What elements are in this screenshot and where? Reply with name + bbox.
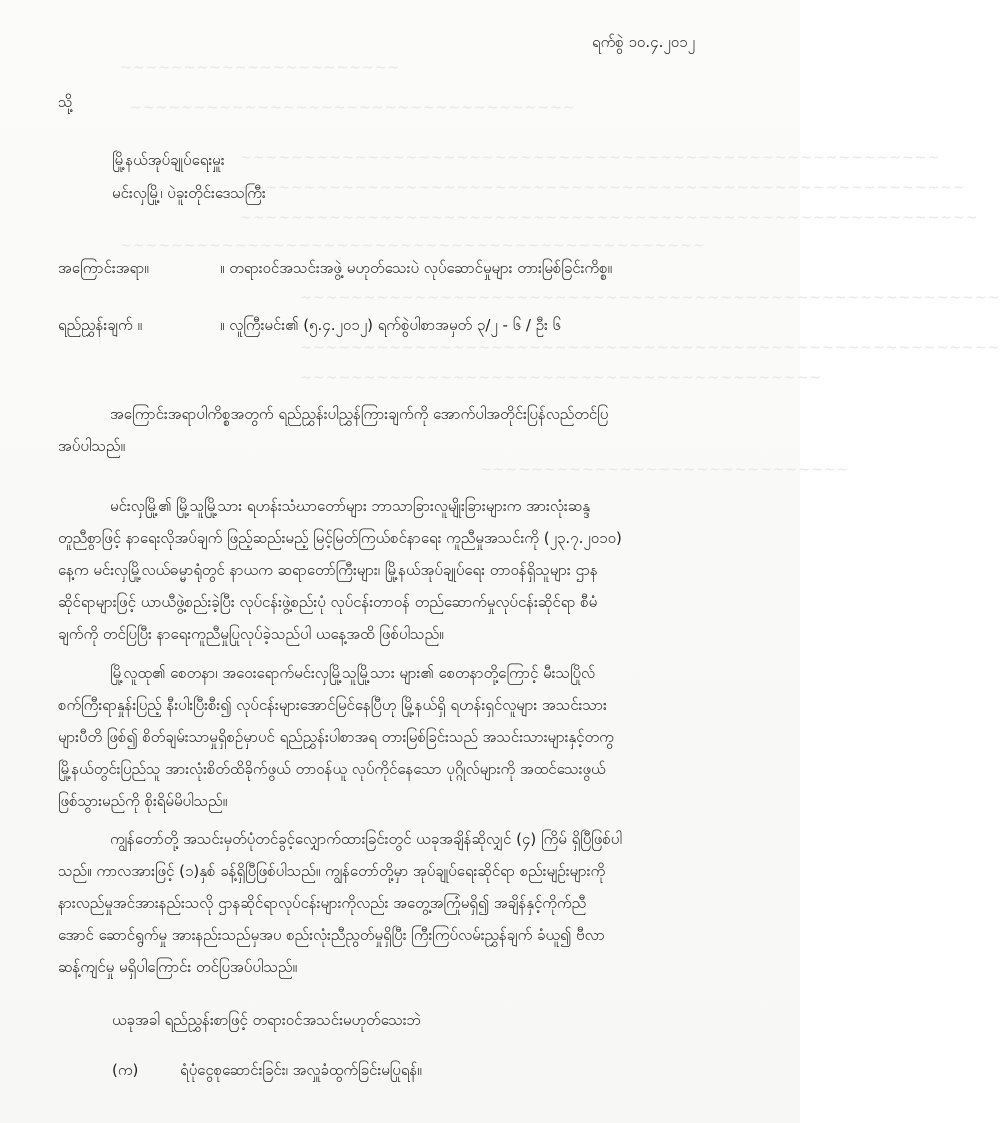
letter-date: ရက်စွဲ ၁၀.၄.၂၀၁၂ [592,33,695,51]
paragraph-line: အကြောင်းအရာပါကိစ္စအတွက် ရည်ညွှန်းပါညွှန်ကြားချက်ကို အောက်ပါအတိုင်းပြန်လည်တင်ပြ [110,405,609,423]
paragraph-line: ဖြစ်သွားမည်ကို စိုးရိမ်မိပါသည်။ [58,792,228,810]
paragraph-line: သည်။ ကာလအားဖြင့် (၁)နှစ် ခန့်ရှိပြီဖြစ်ပါသည်။ ကျွန်တော်တို့မှာ အုပ်ချုပ်ရေးဆိုင်ရာ စည်းမျဉ်းများကို [58,862,606,880]
paragraph-concern [58,657,748,817]
addressee-label: သို့ [58,93,73,111]
paragraph-line: ချက်ကို တင်ပြပြီး နာရေးကူညီမှုပြုလုပ်ခဲ့သည်ပါ ယနေ့အထိ ဖြစ်ပါသည်။ [58,625,444,643]
closing-statement: ယခုအခါ ရည်ညွှန်းစာဖြင့် တရားဝင်အသင်းမဟုတ်သေးဘဲ [112,1011,422,1029]
paragraph-background [58,490,748,650]
paragraph-line: ဆိုင်ရာများဖြင့် ယာယီဖွဲ့စည်းခဲ့ပြီး လုပ်ငန်းဖွဲ့စည်းပုံ လုပ်ငန်းတာဝန် တည်ဆောက်မှုလုပ်ငန်းဆိုင်ရာ စီမံ [58,593,598,611]
bleed-through-mark: ~~~~~~~~~~~~~~~~~~~~~~~~~~~~~~~~~~~~~~~~~~~~~~~~~~~~~~~~~ [240,180,966,196]
list-item-marker: (က) [112,1061,139,1079]
paragraph-intro [58,398,748,462]
bleed-through-mark: ~~~~~~~~~~~~~~~~~~~~~~~~~~~~~ [480,462,850,478]
paragraph-line: အောင် ဆောင်ရွက်မှု အားနည်းသည်မှအပ စည်းလုံးညီညွတ်မှုရှိပြီး ကြီးကြပ်လမ်းညွှန်ချက် ခံယူ၍ ဗီလာ [58,926,605,944]
paragraph-line: မြို့လူထု၏ စေတနာ၊ အဝေးရောက်မင်းလှမြို့သူမြို့သား များ၏ စေတနာတို့ကြောင့် မီးသပြိုလ် [110,664,596,682]
paragraph-line: အပ်ပါသည်။ [58,437,126,455]
paragraph-line: တူညီစွာဖြင့် နာရေးလိုအပ်ချက် ဖြည့်ဆည်းမည့် မြင့်မြတ်ကြယ်စင်နာရေး ကူညီမှုအသင်းကို (၂၃.၇.၂၀၁၀) [58,529,622,547]
reference-text: ။ လူကြီးမင်း၏ (၅.၄.၂၀၁၂) ရက်စွဲပါစာအမှတ် ၃/၂ - ၆ / ဦး ၆ [220,316,562,334]
bleed-through-mark: ~~~~~~~~~~~~~~~~~~~~~~~~~~~~~~~~~~~~~~~~~~~~~~~~~~~~~~~ [300,290,1000,306]
bleed-through-mark: ~~~~~~~~~~~~~~~~~~~~~~~~~~~~~~~~~~~~~~~~~~~~~~~~~~~~~~~~~~ [240,210,979,226]
bleed-through-mark: ~~~~~~~~~~~~~~~~~~~~~~~~~~~~~~~~~~~~~~~~~~~~~~~~~~~~~~~ [240,150,941,166]
list-item-text: ရံပုံငွေစုဆောင်းခြင်း၊ အလှူခံထွက်ခြင်းမပြုရန်။ [180,1061,422,1079]
bleed-through-mark: ~~~~~~~~~~~~~~~~~~~~~~~~~~~~~~~~~~~ [130,100,576,116]
subject-text: ။ တရားဝင်အသင်းအဖွဲ့ မဟုတ်သေးပဲ လုပ်ဆောင်မှုများ တားမြစ်ခြင်းကိစ္စ။ [220,259,613,277]
recipient-line-2: မင်းလှမြို့၊ ပဲခူးတိုင်းဒေသကြီး [112,184,266,202]
bleed-through-mark: ~~~~~~~~~~~~~~~~~~~~~~ [120,60,401,76]
subject-label: အကြောင်းအရာ။ [58,259,149,277]
paragraph-line: များပီတိ ဖြစ်၍ စိတ်ချမ်းသာမှုရှိစဉ်မှာပင် ရည်ညွှန်းပါစာအရ တားမြစ်ခြင်းသည် အသင်းသားများနှင့်တကွ [58,728,614,746]
paragraph-line: စက်ကြီးရာနှုန်းပြည့် နီးပါးပြီးစီး၍ လုပ်ငန်းများအောင်မြင်နေပြီဟု မြို့နယ်ရှိ ရဟန်းရှင်လူများ အသင်းသား [58,696,607,714]
paragraph-line: မင်းလှမြို့၏ မြို့သူမြို့သား ရဟန်းသံဃာတော်များ ဘာသာခြားလူမျိုးခြားများက အားလုံးဆန္ဒ [110,497,590,515]
paragraph-history [58,823,748,983]
paragraph-line: ကျွန်တော်တို့ အသင်းမှတ်ပုံတင်ခွင့်လျှောက်ထားခြင်းတွင် ယခုအချိန်ဆိုလျှင် (၄) ကြိမ် ရှိပြီဖြစ်ပါ [110,830,622,848]
bleed-through-mark: ~~~~~~~~~~~~~~~~~~~~~~~~~~~~~~~~~~~~~~~~~~~~~~ [120,238,706,254]
bleed-through-mark: ~~~~~~~~~~~~~~~~~~~~~~~~~~~~~~~~~~~~~~~~~ [300,370,822,386]
recipient-line-1: မြို့နယ်အုပ်ချုပ်ရေးမှူး [112,151,225,169]
paragraph-line: နားလည်မှုအင်အားနည်းသလို ဌာနဆိုင်ရာလုပ်ငန်းများကိုလည်း အတွေ့အကြုံမရှိ၍ အချိန်နှင့်ကိုက်ညီ [58,894,587,912]
paragraph-line: ဆန့်ကျင်မှု မရှိပါကြောင်း တင်ပြအပ်ပါသည်။ [58,958,298,976]
paragraph-line: နေ့က မင်းလှမြို့လယ်ဓမ္မာရုံတွင် နာယက ဆရာတော်ကြီးများ၊ မြို့နယ်အုပ်ချုပ်ရေး တာဝန်ရှိသူများ ဌာန [58,561,598,579]
bleed-through-mark: ~~~~~~~~~~~~~~~~~~~~~~~~~~~~~~~~~~~~~~~~~~~~~~~~~~~~~~~ [300,340,1000,356]
paragraph-line: မြို့နယ်တွင်းပြည်သူ အားလုံးစိတ်ထိခိုက်ဖွယ် တာဝန်ယူ လုပ်ကိုင်နေသော ပုဂ္ဂိုလ်များကို အထင်သေးဖွယ် [58,760,606,778]
reference-label: ရည်ညွှန်းချက် ။ [58,316,142,334]
